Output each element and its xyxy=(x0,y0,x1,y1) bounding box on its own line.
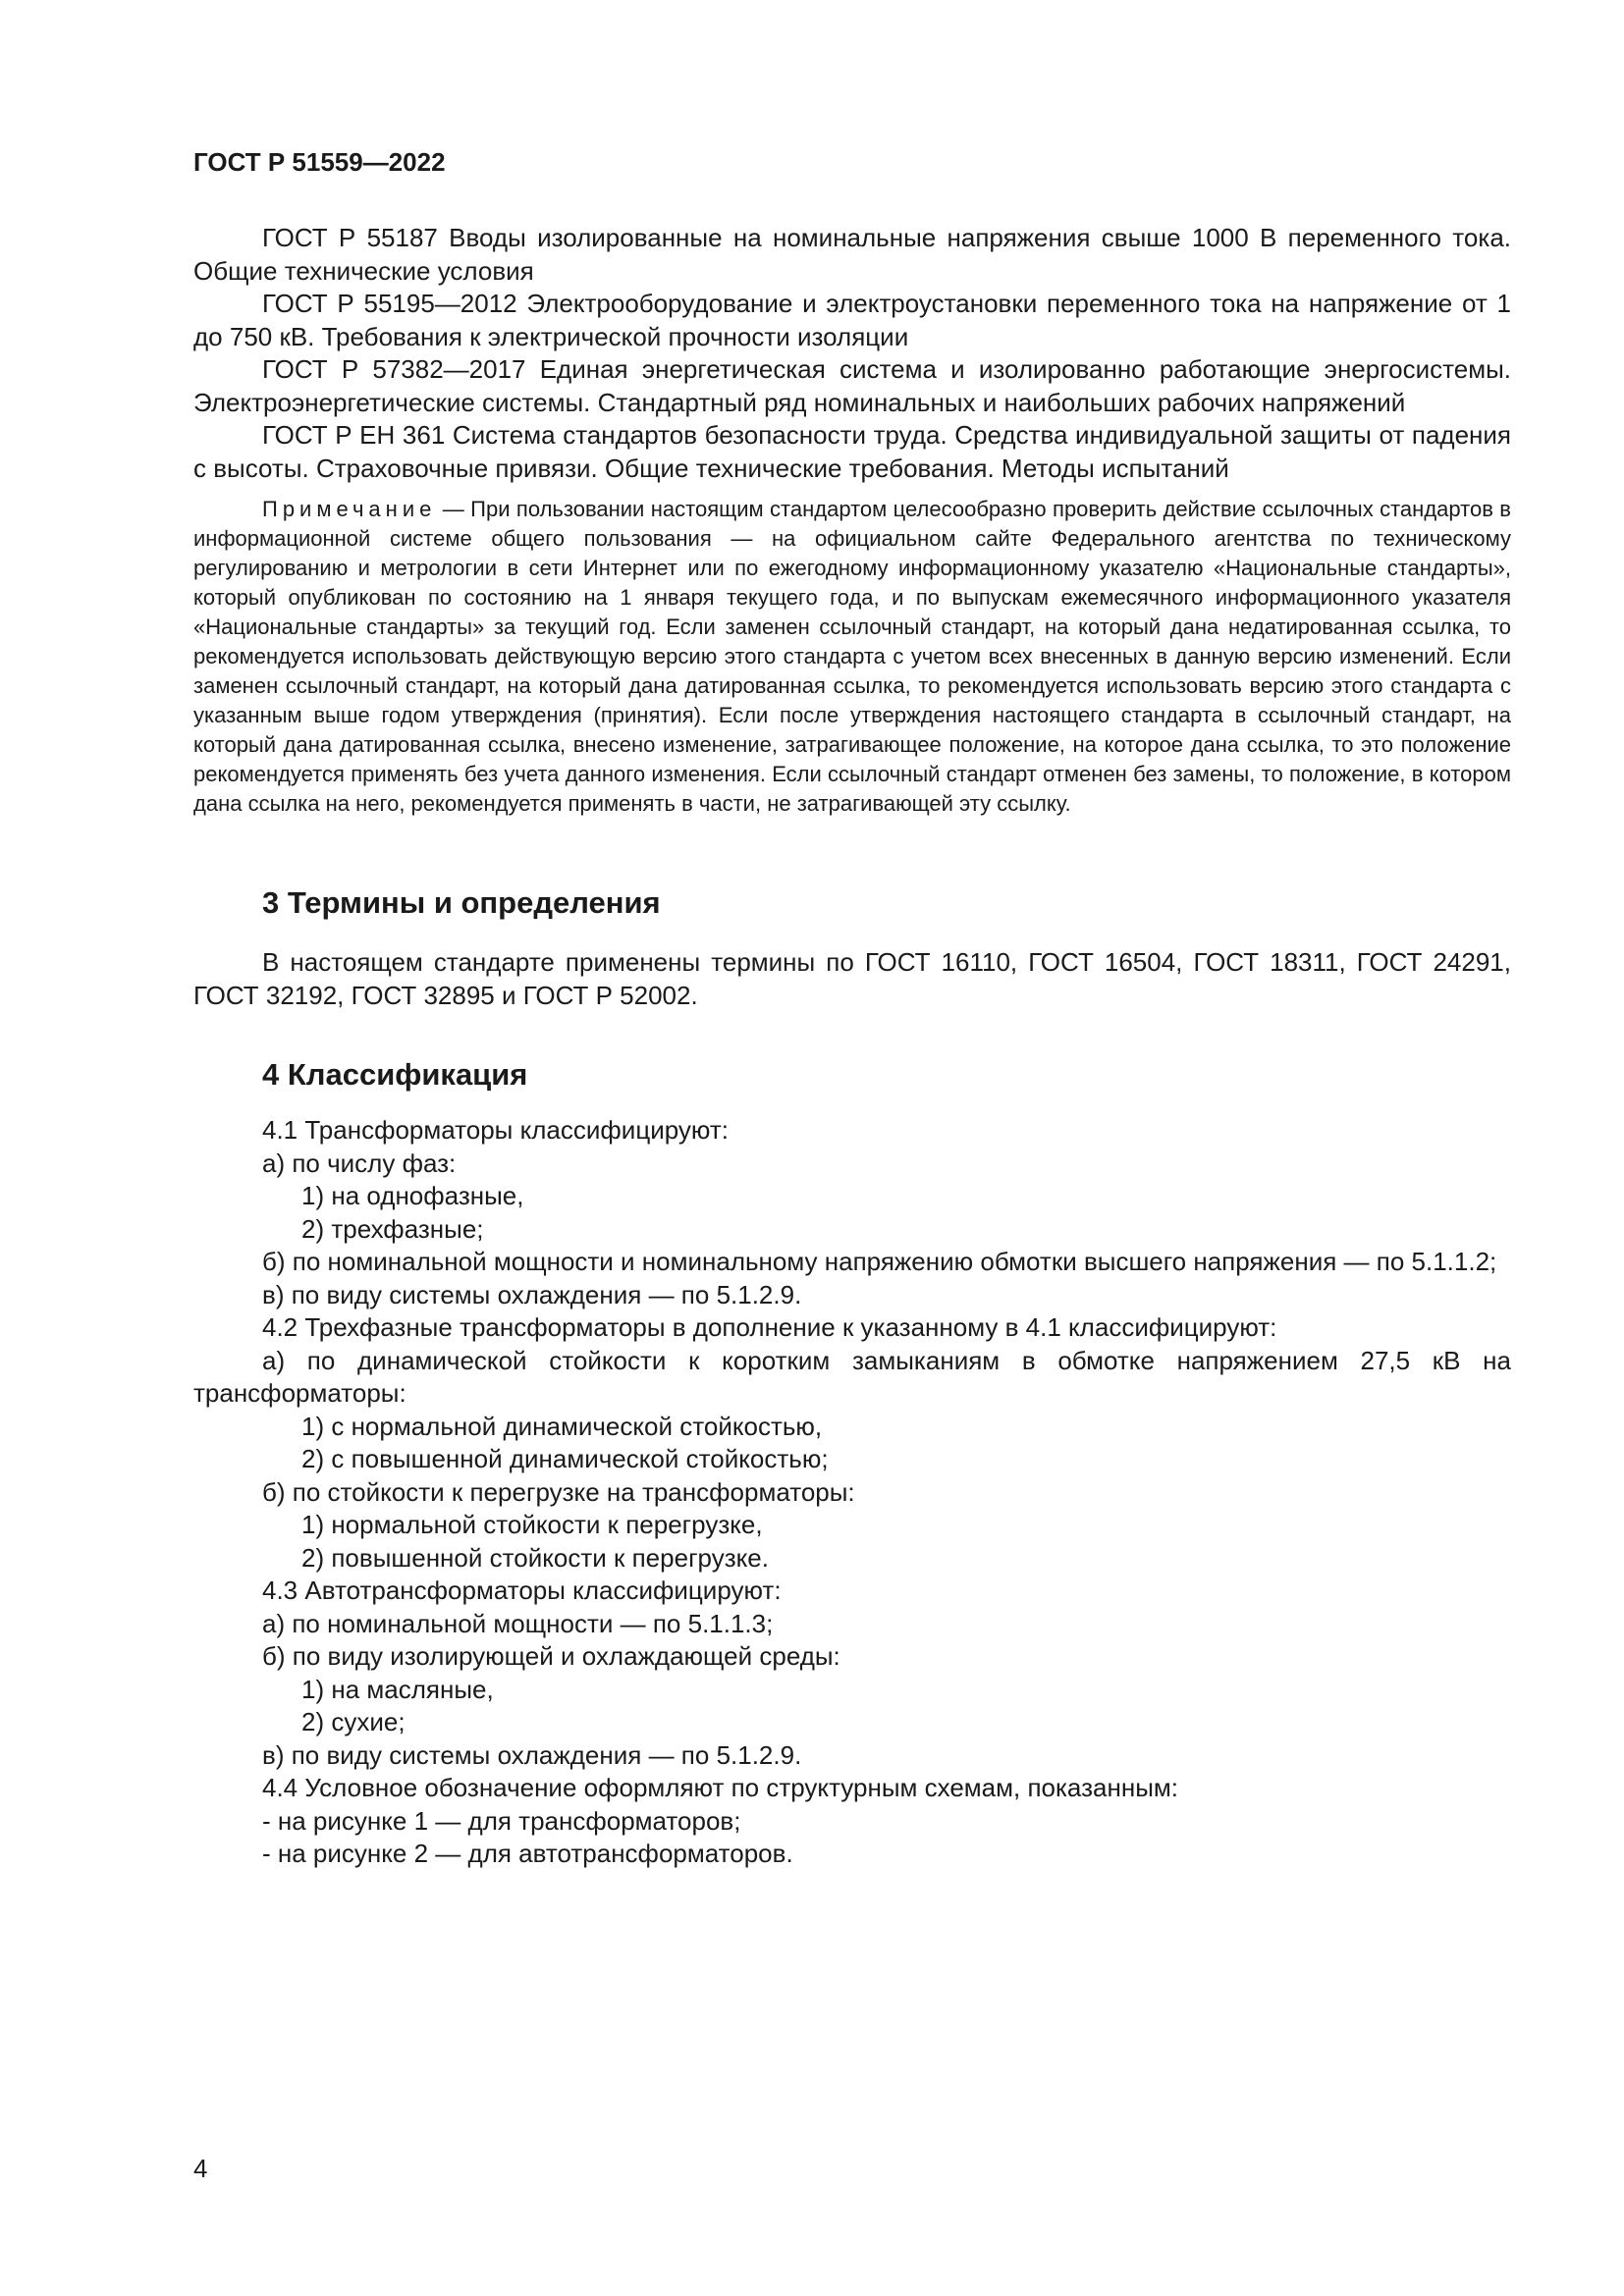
clause-4-2: 4.2 Трехфазные трансформаторы в дополнение к указанному в 4.1 классифицируют: xyxy=(262,1312,1277,1342)
list-item: - на рисунке 2 — для автотрансформаторов. xyxy=(262,1839,793,1868)
section-3-text: В настоящем стандарте применены термины по ГОСТ 16110, ГОСТ 16504, ГОСТ 18311, ГОСТ 24291, ГОСТ 32192, ГОСТ 32895 и ГОСТ Р 52002. xyxy=(193,947,1511,1010)
reference-item: ГОСТ Р 55187 Вводы изолированные на номинальные напряжения свыше 1000 В переменного тока. Общие технические условия xyxy=(193,223,1511,286)
list-item: в) по виду системы охлаждения — по 5.1.2.9. xyxy=(262,1739,802,1770)
list-item: 1) на масляные, xyxy=(301,1674,494,1704)
reference-item: ГОСТ Р ЕН 361 Система стандартов безопасности труда. Средства индивидуальной защиты от падения с высоты. Страховочные привязи. Общие технические требования. Методы испытаний xyxy=(193,420,1511,483)
clause-4-3: 4.3 Автотрансформаторы классифицируют: xyxy=(262,1575,782,1605)
list-item: а) по числу фаз: xyxy=(262,1148,457,1178)
section-3-title: 3 Термины и определения xyxy=(262,885,661,920)
page-number: 4 xyxy=(193,2154,208,2183)
list-item: 2) сухие; xyxy=(301,1707,406,1736)
document-header: ГОСТ Р 51559—2022 xyxy=(193,147,446,177)
note-text: — При пользовании настоящим стандартом целесообразно проверить действие ссылочных стандартов в информационной системе общего пользования — на официальном сайте Федерального агентства по техническому регулированию и метрологии в сети Интернет или по ежегодному информационному указателю «Национальные стандарты», который опубликован по состоянию на 1 января текущего года, и по выпускам ежемесячного информационного указателя «Национальные стандарты» за текущий год. Если заменен ссылочный стандарт, на который дана недатированная ссылка, то рекомендуется использовать действующую версию этого стандарта с учетом всех внесенных в данную версию изменений. Если заменен ссылочный стандарт, на который дана датированная ссылка, то рекомендуется использовать версию этого стандарта с указанным выше годом утверждения (принятия). Если после утверждения настоящего стандарта в ссылочный стандарт, на который дана датированная ссылка, внесено изменение, затрагивающее положение, на которое дана ссылка, то это положение рекомендуется применять без учета данного изменения. Если ссылочный стандарт отменен без замены, то положение, в котором дана ссылка на него, рекомендуется применять в части, не затрагивающей эту ссылку. xyxy=(193,497,1511,816)
page-content xyxy=(193,222,1511,1871)
list-item: 1) с нормальной динамической стойкостью, xyxy=(301,1411,823,1441)
reference-item: ГОСТ Р 57382—2017 Единая энергетическая система и изолированно работающие энергосистемы. Электроэнергетические системы. Стандартный ряд номинальных и наибольших рабочих напряжений xyxy=(193,354,1511,417)
list-item: а) по номинальной мощности — по 5.1.1.3; xyxy=(262,1608,774,1638)
list-item: в) по виду системы охлаждения — по 5.1.2.9. xyxy=(262,1279,802,1309)
list-item: - на рисунке 1 — для трансформаторов; xyxy=(262,1805,741,1836)
list-item: а) по динамической стойкости к коротким замыканиям в обмотке напряжением 27,5 кВ на трансформаторы: xyxy=(193,1345,1511,1408)
section-4-title: 4 Классификация xyxy=(262,1057,528,1092)
list-item: б) по виду изолирующей и охлаждающей среды: xyxy=(262,1641,840,1671)
list-item: 2) с повышенной динамической стойкостью; xyxy=(301,1444,829,1473)
list-item: б) по стойкости к перегрузке на трансформаторы: xyxy=(262,1476,855,1507)
note-paragraph xyxy=(193,495,1511,819)
list-item: 1) на однофазные, xyxy=(301,1181,524,1210)
clause-4-4: 4.4 Условное обозначение оформляют по структурным схемам, показанным: xyxy=(262,1773,1178,1802)
list-item: 2) повышенной стойкости к перегрузке. xyxy=(301,1542,769,1573)
list-item: б) по номинальной мощности и номинальному напряжению обмотки высшего напряжения — по 5.1.1.2; xyxy=(262,1247,1497,1276)
clause-4-1: 4.1 Трансформаторы классифицируют: xyxy=(262,1115,729,1145)
list-item: 2) трехфазные; xyxy=(301,1213,484,1244)
note-label: Примечание xyxy=(262,497,437,521)
list-item: 1) нормальной стойкости к перегрузке, xyxy=(301,1510,763,1539)
reference-item: ГОСТ Р 55195—2012 Электрооборудование и электроустановки переменного тока на напряжение от 1 до 750 кВ. Требования к электрической прочности изоляции xyxy=(193,289,1511,351)
